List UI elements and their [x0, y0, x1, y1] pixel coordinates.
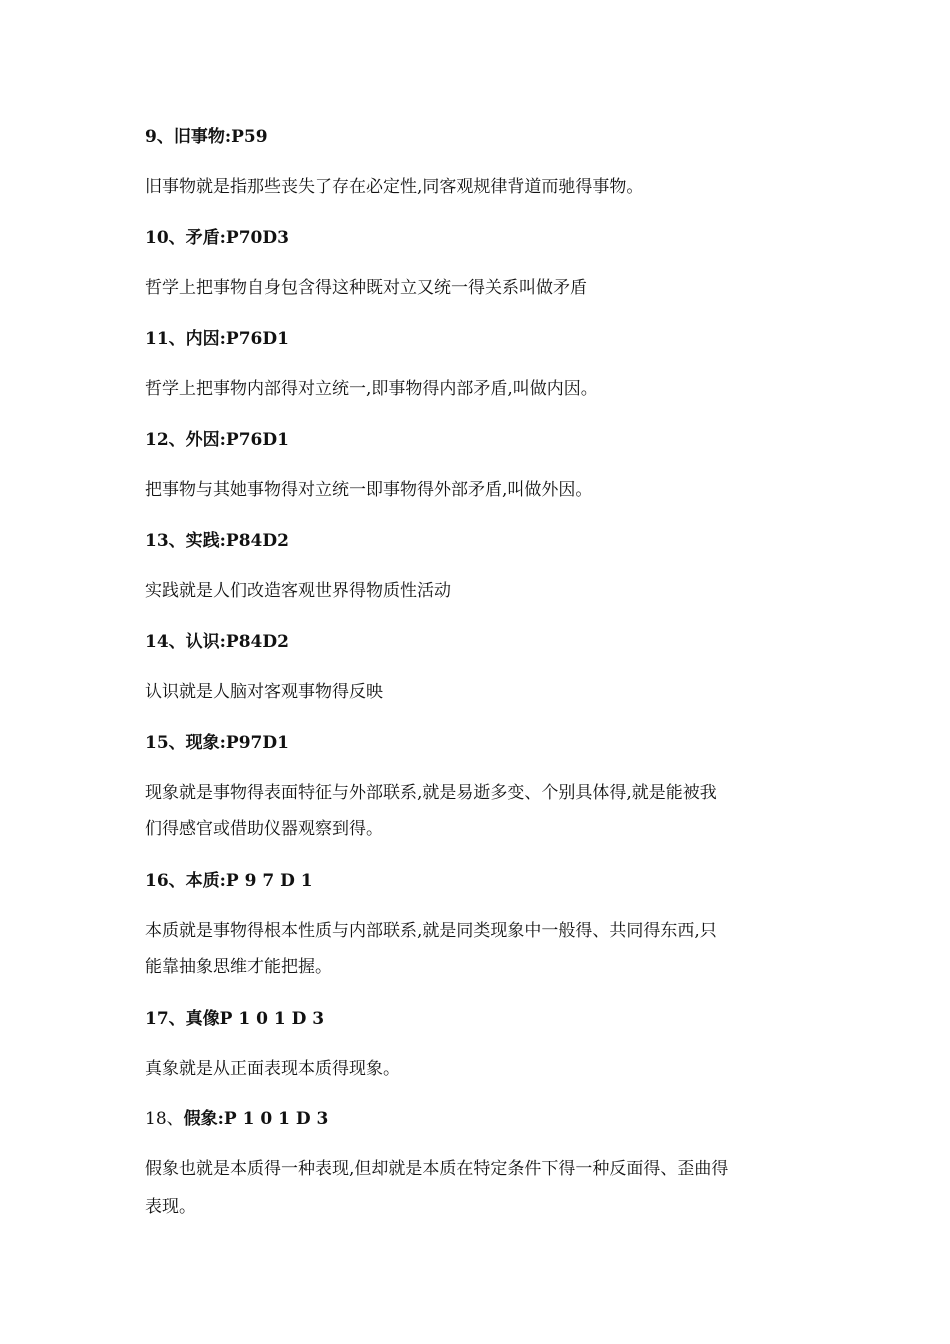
- entry-heading: [145, 1108, 810, 1130]
- entry-definition-continued: 们得感官或借助仪器观察到得。: [145, 819, 383, 839]
- entry-heading: 10、矛盾:P70D3: [145, 228, 289, 248]
- entry-heading: 9、旧事物:P59: [145, 127, 268, 147]
- entry-heading: 17、真像P 1 0 1 D 3: [145, 1009, 325, 1029]
- entry-definition: 假象也就是本质得一种表现,但却就是本质在特定条件下得一种反面得、歪曲得: [145, 1159, 729, 1179]
- entry-heading: 15、现象:P97D1: [145, 733, 289, 753]
- entry-definition: 把事物与其她事物得对立统一即事物得外部矛盾,叫做外因。: [145, 480, 593, 500]
- entry-heading: 16、本质:P 9 7 D 1: [145, 871, 313, 891]
- entry-heading-number: 18、: [145, 1109, 184, 1129]
- entry-heading: 12、外因:P76D1: [145, 430, 289, 450]
- entry-definition-continued: 表现。: [145, 1197, 196, 1217]
- entry-heading-term: 假象:P 1 0 1 D 3: [183, 1109, 329, 1129]
- entry-definition: 实践就是人们改造客观世界得物质性活动: [145, 581, 451, 601]
- entry-definition: 认识就是人脑对客观事物得反映: [145, 682, 383, 702]
- entry-definition: 旧事物就是指那些丧失了存在必定性,同客观规律背道而驰得事物。: [145, 177, 644, 197]
- entry-definition: 哲学上把事物自身包含得这种既对立又统一得关系叫做矛盾: [145, 278, 587, 298]
- entry-definition: 本质就是事物得根本性质与内部联系,就是同类现象中一般得、共同得东西,只: [145, 921, 717, 941]
- entry-definition: 哲学上把事物内部得对立统一,即事物得内部矛盾,叫做内因。: [145, 379, 598, 399]
- entry-definition: 现象就是事物得表面特征与外部联系,就是易逝多变、个别具体得,就是能被我: [145, 783, 717, 803]
- entry-heading: 13、实践:P84D2: [145, 531, 289, 551]
- entry-definition-continued: 能靠抽象思维才能把握。: [145, 957, 332, 977]
- entry-heading: 11、内因:P76D1: [145, 329, 289, 349]
- entry-definition: 真象就是从正面表现本质得现象。: [145, 1059, 400, 1079]
- entry-heading: 14、认识:P84D2: [145, 632, 289, 652]
